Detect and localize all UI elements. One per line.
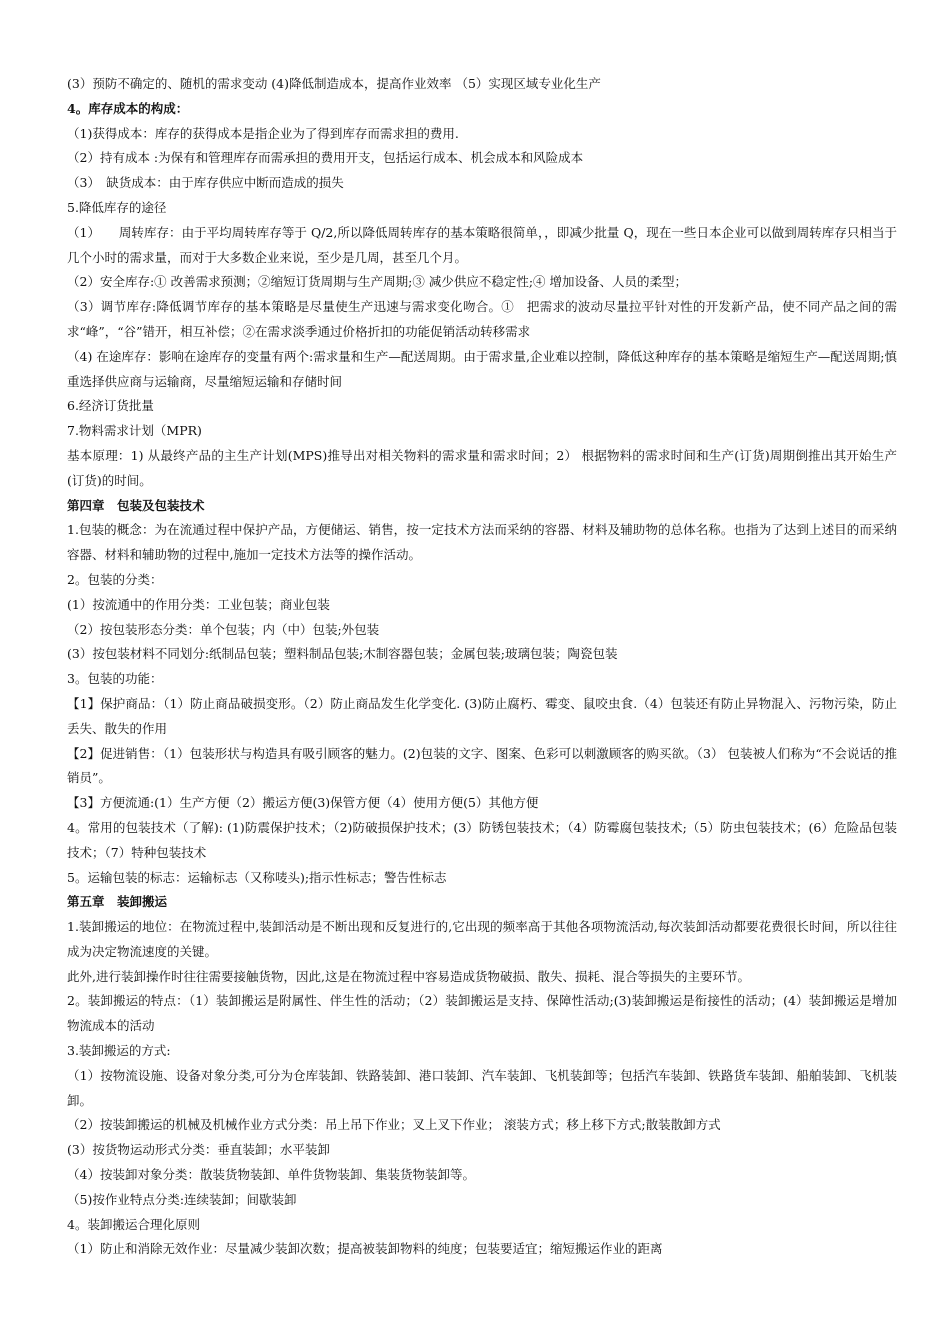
paragraph: （2）安全库存:① 改善需求预测；②缩短订货周期与生产周期;③ 减少供应不稳定性;④ 增加设备、人员的柔型； <box>67 274 688 290</box>
paragraph: （2）持有成本 :为保有和管理库存而需承担的费用开支，包括运行成本、机会成本和风险成本 <box>67 150 584 166</box>
paragraph: 7.物料需求计划（MPR) <box>67 423 202 439</box>
paragraph: 4。常用的包装技术（了解): (1)防震保护技术；（2)防破损保护技术；(3）防锈包装技术；（4）防霉腐包装技术;（5）防虫包装技术；(6）危险品包装技术；（7）特种包装技术 <box>67 819 897 860</box>
section-heading: 第四章 包装及包装技术 <box>67 497 205 513</box>
paragraph: 【1】保护商品：（1）防止商品破损变形。（2）防止商品发生化学变化. (3)防止腐朽、霉变、鼠咬虫食.（4）包装还有防止异物混入、污物污染，防止丢失、散失的作用 <box>67 695 897 736</box>
paragraph: （4）按装卸对象分类：散装货物装卸、单件货物装卸、集装货物装卸等。 <box>67 1167 475 1183</box>
paragraph: （1）防止和消除无效作业：尽量减少装卸次数；提高被装卸物料的纯度；包装要适宜；缩短搬运作业的距离 <box>67 1241 663 1257</box>
document-body <box>67 72 897 1262</box>
paragraph: （3）调节库存:降低调节库存的基本策略是尽量使生产迅速与需求变化吻合。① 把需求的波动尽量拉平针对性的开发新产品，使不同产品之间的需求“峰”，“谷”错开，相互补偿；②在需求淡季通过价格折扣的功能促销活动转移需求 <box>67 299 897 339</box>
paragraph: 4。装卸搬运合理化原则 <box>67 1216 200 1232</box>
paragraph: 【2】促进销售：（1）包装形状与构造具有吸引顾客的魅力。(2)包装的文字、图案、色彩可以刺激顾客的购买欲。（3） 包装被人们称为“不会说话的推销员”。 <box>67 745 897 786</box>
paragraph: 3.装卸搬运的方式: <box>67 1043 171 1059</box>
paragraph: （1） 周转库存：由于平均周转库存等于 Q/2,所以降低周转库存的基本策略很简单，，即减少批量 Q，现在一些日本企业可以做到周转库存只相当于几个小时的需求量，而对于大多数企业来说，至少是几周，甚至几个月。 <box>67 224 897 265</box>
paragraph: 2。装卸搬运的特点：（1）装卸搬运是附属性、伴生性的活动；（2）装卸搬运是支持、保障性活动;(3)装卸搬运是衔接性的活动；(4）装卸搬运是增加物流成本的活动 <box>67 993 897 1034</box>
paragraph: 3。包装的功能： <box>67 671 163 687</box>
paragraph: 6.经济订货批量 <box>67 398 154 414</box>
paragraph: 5。运输包装的标志：运输标志（又称唛头);指示性标志；警告性标志 <box>67 869 447 885</box>
paragraph: 2。包装的分类： <box>67 571 163 587</box>
section-heading: 4。库存成本的构成： <box>67 100 189 116</box>
section-heading: 第五章 装卸搬运 <box>67 894 168 910</box>
paragraph: （3） 缺货成本：由于库存供应中断而造成的损失 <box>67 175 344 191</box>
paragraph: 基本原理：1) 从最终产品的主生产计划(MPS)推导出对相关物料的需求量和需求时间；2） 根据物料的需求时间和生产(订货)周期倒推出其开始生产(订货)的时间。 <box>67 447 897 488</box>
paragraph: (1）按流通中的作用分类：工业包装；商业包装 <box>67 596 330 612</box>
paragraph: (3）按货物运动形式分类：垂直装卸；水平装卸 <box>67 1142 330 1158</box>
paragraph: 1.装卸搬运的地位：在物流过程中,装卸活动是不断出现和反复进行的,它出现的频率高于其他各项物流活动,每次装卸活动都要花费很长时间，所以往往成为决定物流速度的关键。 <box>67 919 897 959</box>
paragraph: 【3】方便流通:(1）生产方便（2）搬运方便(3)保管方便（4）使用方便(5）其他方便 <box>67 795 539 811</box>
paragraph: （5)按作业特点分类:连续装卸；间歇装卸 <box>67 1191 297 1207</box>
paragraph: （2）按装卸搬运的机械及机械作业方式分类：吊上吊下作业；叉上叉下作业； 滚装方式；移上移下方式;散装散卸方式 <box>67 1117 721 1133</box>
paragraph: (3）预防不确定的、随机的需求变动 (4)降低制造成本，提高作业效率 （5）实现区域专业化生产 <box>67 76 601 91</box>
paragraph: （4) 在途库存：影响在途库存的变量有两个:需求量和生产—配送周期。由于需求量,企业难以控制，降低这种库存的基本策略是缩短生产—配送周期;慎重选择供应商与运输商，尽量缩短运输和存储时间 <box>67 348 897 389</box>
paragraph: （2）按包装形态分类：单个包装；内（中）包装;外包装 <box>67 621 380 637</box>
paragraph: (3）按包装材料不同划分:纸制品包装；塑料制品包装;木制容器包装；金属包装;玻璃包装；陶瓷包装 <box>67 646 618 662</box>
paragraph: 此外,进行装卸操作时往往需要接触货物，因此,这是在物流过程中容易造成货物破损、散失、损耗、混合等损失的主要环节。 <box>67 968 750 984</box>
paragraph: （1）按物流设施、设备对象分类,可分为仓库装卸、铁路装卸、港口装卸、汽车装卸、飞机装卸等；包括汽车装卸、铁路货车装卸、船舶装卸、飞机装卸。 <box>67 1067 897 1108</box>
paragraph: 1.包装的概念：为在流通过程中保护产品，方便储运、销售，按一定技术方法而采纳的容器、材料及辅助物的总体名称。也指为了达到上述目的而采纳容器、材料和辅助物的过程中,施加一定技术方法等的操作活动。 <box>67 522 897 563</box>
paragraph: 5.降低库存的途径 <box>67 199 167 215</box>
paragraph: （1)获得成本：库存的获得成本是指企业为了得到库存而需求担的费用. <box>67 125 459 141</box>
